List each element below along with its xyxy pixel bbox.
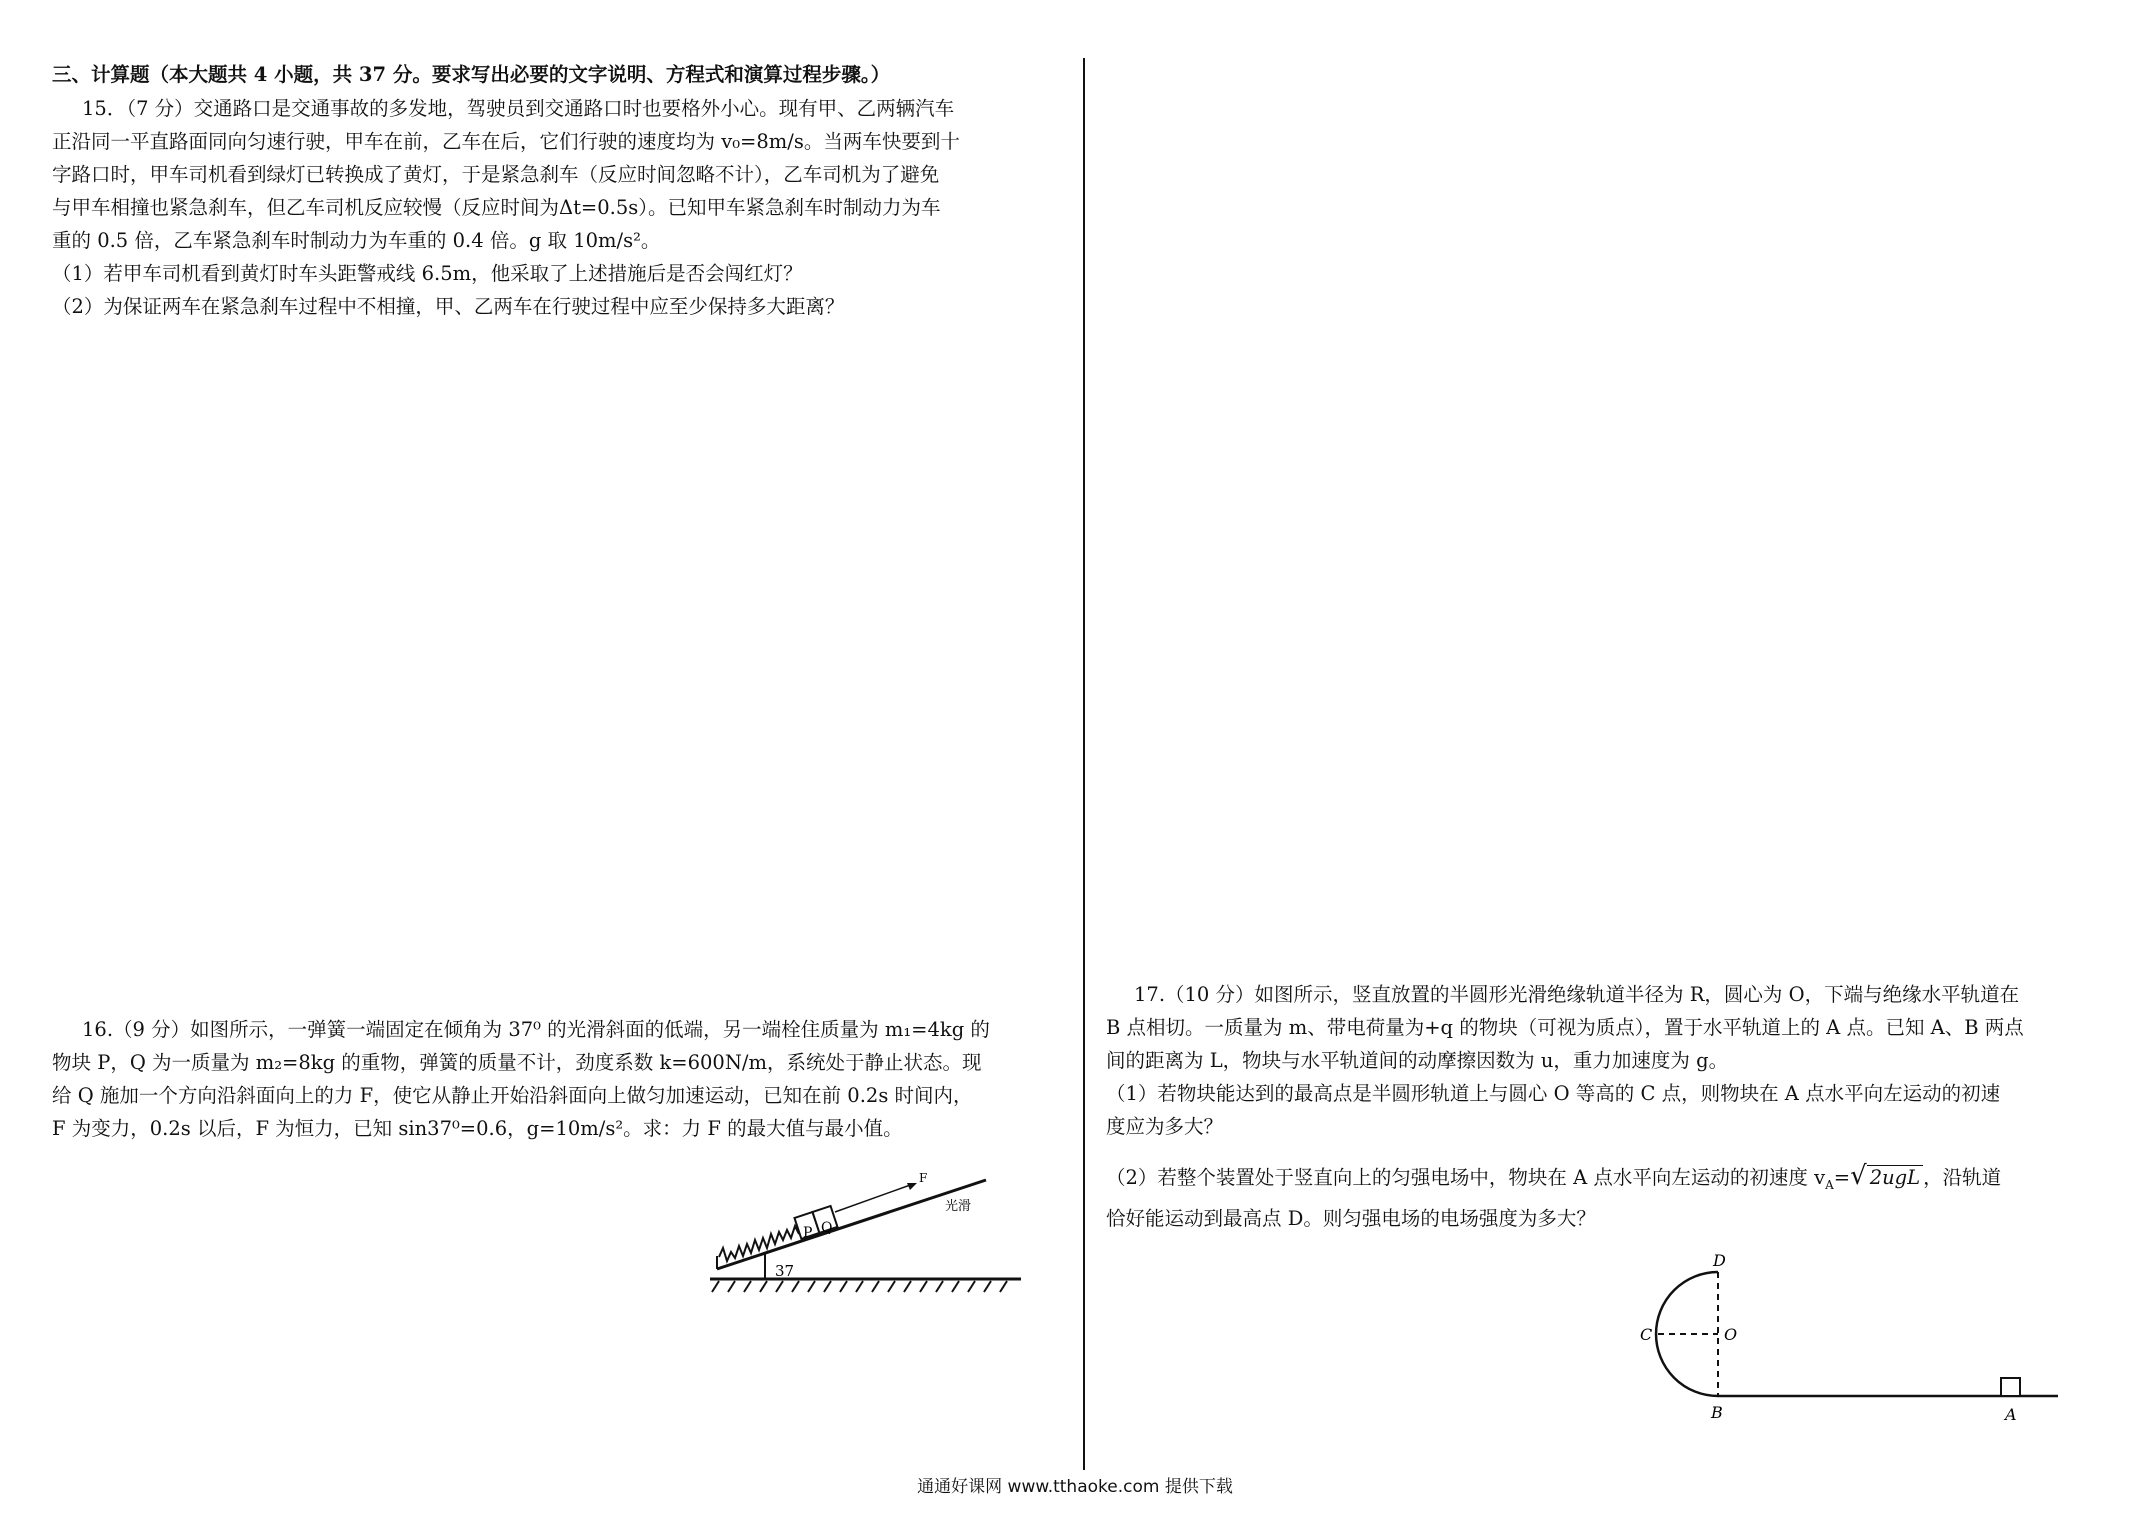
q17-sub-2-eq: = bbox=[1833, 1166, 1851, 1189]
label-p: P bbox=[803, 1225, 813, 1241]
label-d: D bbox=[1713, 1251, 1726, 1270]
label-q: Q bbox=[821, 1220, 833, 1236]
q17-line-2: B 点相切。一质量为 m、带电荷量为+q 的物块（可视为质点），置于水平轨道上的 A 点。已知 A、B 两点 bbox=[1106, 1016, 2024, 1039]
semicircle-track bbox=[1656, 1272, 1718, 1396]
section-heading: 三、计算题（本大题共 4 小题，共 37 分。要求写出必要的文字说明、方程式和演算过程步骤。） bbox=[52, 63, 891, 86]
q17-line-1: 17.（10 分）如图所示，竖直放置的半圆形光滑绝缘轨道半径为 R，圆心为 O，下端与绝缘水平轨道在 bbox=[1134, 983, 2020, 1006]
label-a: A bbox=[2005, 1405, 2017, 1424]
label-c: C bbox=[1640, 1325, 1653, 1344]
q16-line-3: 给 Q 施加一个方向沿斜面向上的力 F，使它从静止开始沿斜面向上做匀加速运动，已知在前 0.2s 时间内， bbox=[52, 1084, 973, 1107]
q15-line-3: 字路口时，甲车司机看到绿灯已转换成了黄灯，于是紧急刹车（反应时间忽略不计），乙车司机为了避免 bbox=[52, 163, 940, 186]
label-o: O bbox=[1724, 1325, 1738, 1344]
label-angle: 37 bbox=[775, 1262, 795, 1280]
label-b: B bbox=[1711, 1403, 1723, 1422]
incline-surface bbox=[717, 1180, 986, 1269]
q15-sub-1: （1）若甲车司机看到黄灯时车头距警戒线 6.5m，他采取了上述措施后是否会闯红灯？ bbox=[52, 262, 803, 285]
q17-sub-2-line-1 bbox=[1106, 1160, 2001, 1202]
force-arrowhead bbox=[907, 1183, 917, 1190]
q17-sub-2-suffix: ，沿轨道 bbox=[1923, 1166, 2002, 1189]
q15-line-2: 正沿同一平直路面同向匀速行驶，甲车在前，乙车在后，它们行驶的速度均为 v₀=8m/s。当两车快要到十 bbox=[52, 130, 960, 153]
q17-sub-1-line-2: 度应为多大？ bbox=[1106, 1115, 1224, 1138]
q17-sub-2-prefix: （2）若整个装置处于竖直向上的匀强电场中，物块在 A 点水平向左运动的初速度 v bbox=[1106, 1166, 1826, 1189]
q16-line-1: 16.（9 分）如图所示，一弹簧一端固定在倾角为 37⁰ 的光滑斜面的低端，另一端栓住质量为 m₁=4kg 的 bbox=[82, 1018, 990, 1041]
q15-sub-2: （2）为保证两车在紧急刹车过程中不相撞，甲、乙两车在行驶过程中应至少保持多大距离？ bbox=[52, 295, 845, 318]
semicircle-track-figure bbox=[1618, 1250, 2068, 1432]
q15-line-1: 15．（7 分）交通路口是交通事故的多发地，驾驶员到交通路口时也要格外小心。现有甲、乙两辆汽车 bbox=[82, 97, 955, 120]
q17-sub-2-line-2: 恰好能运动到最高点 D。则匀强电场的电场强度为多大？ bbox=[1106, 1207, 1596, 1230]
column-divider bbox=[1083, 58, 1085, 1470]
q16-line-2: 物块 P，Q 为一质量为 m₂=8kg 的重物，弹簧的质量不计，劲度系数 k=600N/m，系统处于静止状态。现 bbox=[52, 1051, 982, 1074]
q17-sub-2-vsub: A bbox=[1825, 1177, 1834, 1192]
label-smooth: 光滑 bbox=[945, 1199, 972, 1214]
q15-line-4: 与甲车相撞也紧急刹车，但乙车司机反应较慢（反应时间为Δt=0.5s）。已知甲车紧急刹车时制动力为车 bbox=[52, 196, 941, 219]
incline-spring-figure bbox=[705, 1168, 1030, 1303]
block-a bbox=[2001, 1378, 2020, 1396]
ground-hatch bbox=[712, 1281, 1007, 1292]
footer-text: 通通好课网 www.tthaoke.com 提供下载 bbox=[917, 1477, 1233, 1497]
q17-line-3: 间的距离为 L，物块与水平轨道间的动摩擦因数为 u，重力加速度为 g。 bbox=[1106, 1049, 1729, 1072]
q15-line-5: 重的 0.5 倍，乙车紧急刹车时制动力为车重的 0.4 倍。g 取 10m/s²。 bbox=[52, 229, 661, 252]
sqrt-formula: 2ugL bbox=[1867, 1165, 1923, 1189]
label-f: F bbox=[919, 1171, 928, 1185]
sqrt-sign: √ bbox=[1850, 1161, 1867, 1191]
q17-sub-1-line-1: （1）若物块能达到的最高点是半圆形轨道上与圆心 O 等高的 C 点，则物块在 A 点水平向左运动的初速 bbox=[1106, 1082, 2001, 1105]
q16-line-4: F 为变力，0.2s 以后，F 为恒力，已知 sin37⁰=0.6，g=10m/s²。求：力 F 的最大值与最小值。 bbox=[52, 1117, 903, 1140]
